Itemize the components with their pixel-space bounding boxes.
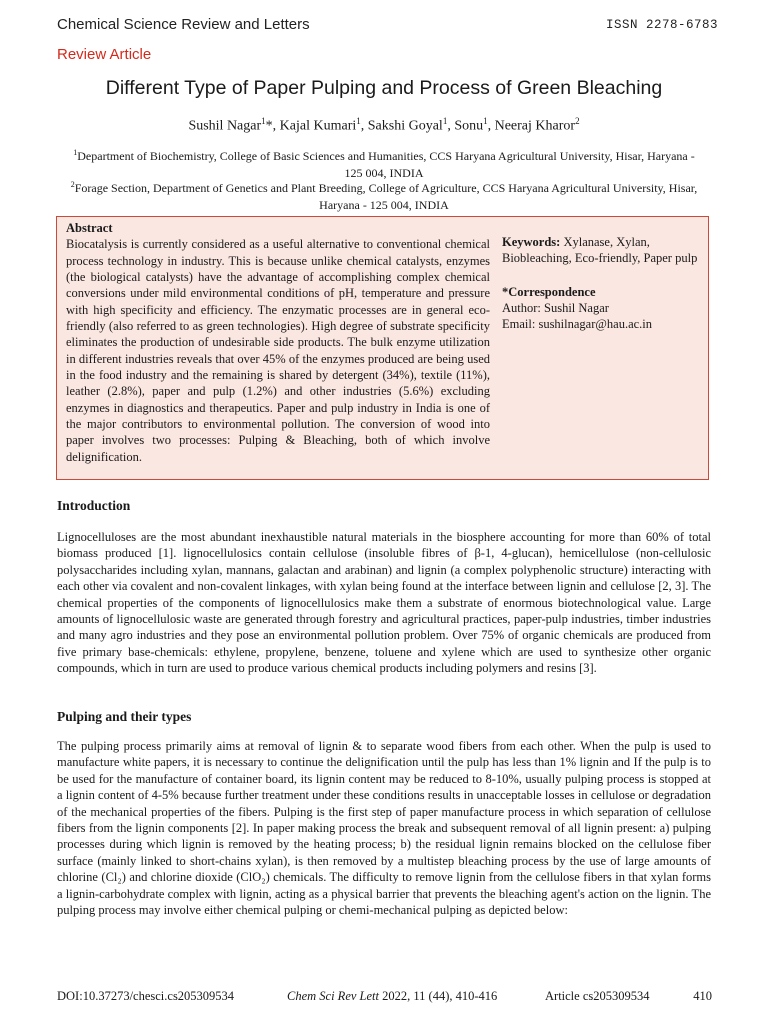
author-separator: ,: [487, 118, 495, 134]
keywords-label: Keywords:: [502, 235, 561, 249]
abstract-section: [66, 220, 490, 465]
affiliation: [70, 177, 698, 213]
author-affiliation-marker: 1: [261, 116, 266, 126]
author-affiliation-marker: 1: [442, 116, 448, 126]
footer-doi: DOI:10.37273/chesci.cs205309534: [57, 989, 235, 1003]
author-affiliation-marker: 1: [483, 116, 488, 126]
paper-title: Different Type of Paper Pulping and Process of Green Bleaching: [105, 77, 663, 99]
author-list: [0, 116, 768, 135]
page-number: 410: [693, 989, 712, 1003]
citation-details: 2022, 11 (44), 410-416: [379, 989, 498, 1003]
correspondence: [502, 284, 702, 333]
author-name: Sakshi Goyal: [367, 118, 443, 134]
pulping-paragraph: The pulping process primarily aims at removal of lignin & to separate wood fibers from each other. When the pulp is used to manufacture white papers, it is necessary to continue the delignification until the pulp has less than 1% lignin and If the pulp is to be used for the manufacture of container board, its lignin content may be reduced to 8-10%, usually pulping process is stopped at a lignin content of 4-5% because further treatment under these conditions results in unacceptable losses in cellulose or degradation of the mechanical properties of the fibers. Pulping is the first step of paper manufacture process in which separation of cellulose fibers from the lignin components [2]. In paper making process the break and subsequent removal of all lignin present: a) pulping processes during which lignin is removed by the heating process; b) the residual lignin remains blocked on the cellulose fiber surface (mainly linked to short-chains xylan), is then removed by a multistep bleaching process by the use of large amounts of chlorine (Cl₂) and chlorine dioxide (ClO₂) chemicals. The difficulty to remove lignin from the cellulose fibers in that xylan forms a lignin-carbohydrate complex with lignin, acting as a physical barrier that prevents the bleaching agent's action on the lignin. The pulping process may involve either chemical pulping or chemi-mechanical pulping as depicted below:: [57, 739, 711, 918]
author-name: Neeraj Kharor: [494, 118, 576, 134]
pulping-heading: Pulping and their types: [57, 709, 192, 724]
abstract-box: [56, 216, 709, 480]
author-separator: ,: [447, 118, 455, 134]
correspondence-heading: *Correspondence: [502, 284, 596, 299]
author-name: Sonu: [454, 118, 484, 134]
keywords: [502, 234, 702, 267]
affiliation-marker: 1: [73, 148, 78, 157]
author-separator: ,: [360, 118, 368, 134]
footer-citation: [287, 989, 497, 1004]
keywords-correspondence-panel: [502, 234, 702, 332]
footer-article-id: Article cs205309534: [545, 989, 650, 1003]
author-affiliation-marker: 1: [356, 116, 361, 126]
affiliation-marker: 2: [70, 180, 75, 189]
author-name: Kajal Kumari: [279, 118, 357, 134]
article-type-label: Review Article: [57, 46, 152, 63]
keywords-text: Xylanase, Xylan, Biobleaching, Eco-friendly, Paper pulp: [502, 235, 698, 266]
author-separator: *,: [265, 118, 280, 134]
abstract-text: Biocatalysis is currently considered as a useful alternative to conventional chemical process technology in industry. This is because unlike chemical catalysts, enzymes (the biological catalysts) have the advantage of accomplishing complex chemical conversions under mild environmental conditions of pH, temperature and pressure with high specificity and efficiency. The enzymatic processes are in general eco-friendly (also referred to as green technologies). High degree of substrate specificity eliminates the production of undesirable side products. The bulk enzyme utilization in different industries reveals that over 45% of the enzymes produced are being used in the food industry and the remaining is shared by detergent (34%), textile (11%), leather (2.8%), paper and pulp (1.2%) and other industries (5.6%) excluding enzymes in diagnostics and therapeutics. Paper and pulp industry in India is one of the major contributors to environmental pollution. The conversion of wood into paper involves two processes: Pulping & Bleaching, both of which involve delignification.: [66, 237, 490, 464]
introduction-paragraph: Lignocelluloses are the most abundant inexhaustible natural materials in the biosphere accounting for more than 60% of total biomass produced [1]. lignocellulosics contain cellulose (insoluble fibres of β-1, 4-glucan), hemicellulose (non-cellulosic polysaccharides including xylan, mannans, galactan and arabinan) and lignin (a complex polyphenolic structure) interacting with each other via covalent and non-covalent linkages, with xylan being found at the interface between lignin and cellulose [2, 3]. The chemical properties of the components of lignocellulosics make them a substrate of enormous biotechnological value. Large amounts of lignocellulosic waste are generated through forestry and agricultural practices, paper-pulp industries, timber industries and many agro industries and they pose an environmental pollution problem. Over 75% of organic chemicals are produced from five primary base-chemicals: ethylene, propylene, benzene, toluene and xylene which are used to synthesize other organic compounds, which in turn are used to produce various chemical products including polymers and resins [3].: [57, 530, 711, 676]
journal-name: Chemical Science Review and Letters: [57, 16, 310, 33]
affiliation: [70, 145, 698, 181]
author-name: Sushil Nagar: [188, 118, 262, 134]
citation-journal: Chem Sci Rev Lett: [287, 989, 379, 1003]
introduction-heading: Introduction: [57, 498, 131, 513]
issn-number: ISSN 2278-6783: [605, 18, 718, 32]
author-affiliation-marker: 2: [575, 116, 580, 126]
abstract-heading: Abstract: [66, 221, 113, 235]
correspondence-email: Email: sushilnagar@hau.ac.in: [502, 317, 653, 332]
correspondence-author: Author: Sushil Nagar: [502, 300, 609, 315]
affiliation-text: Department of Biochemistry, College of Basic Sciences and Humanities, CCS Haryana Agricultural University, Hisar, Haryana - 125 004, INDIA: [77, 149, 695, 180]
affiliation-text: Forage Section, Department of Genetics and Plant Breeding, College of Agriculture, CCS Haryana Agricultural University, Hisar, Haryana - 125 004, INDIA: [74, 181, 698, 212]
